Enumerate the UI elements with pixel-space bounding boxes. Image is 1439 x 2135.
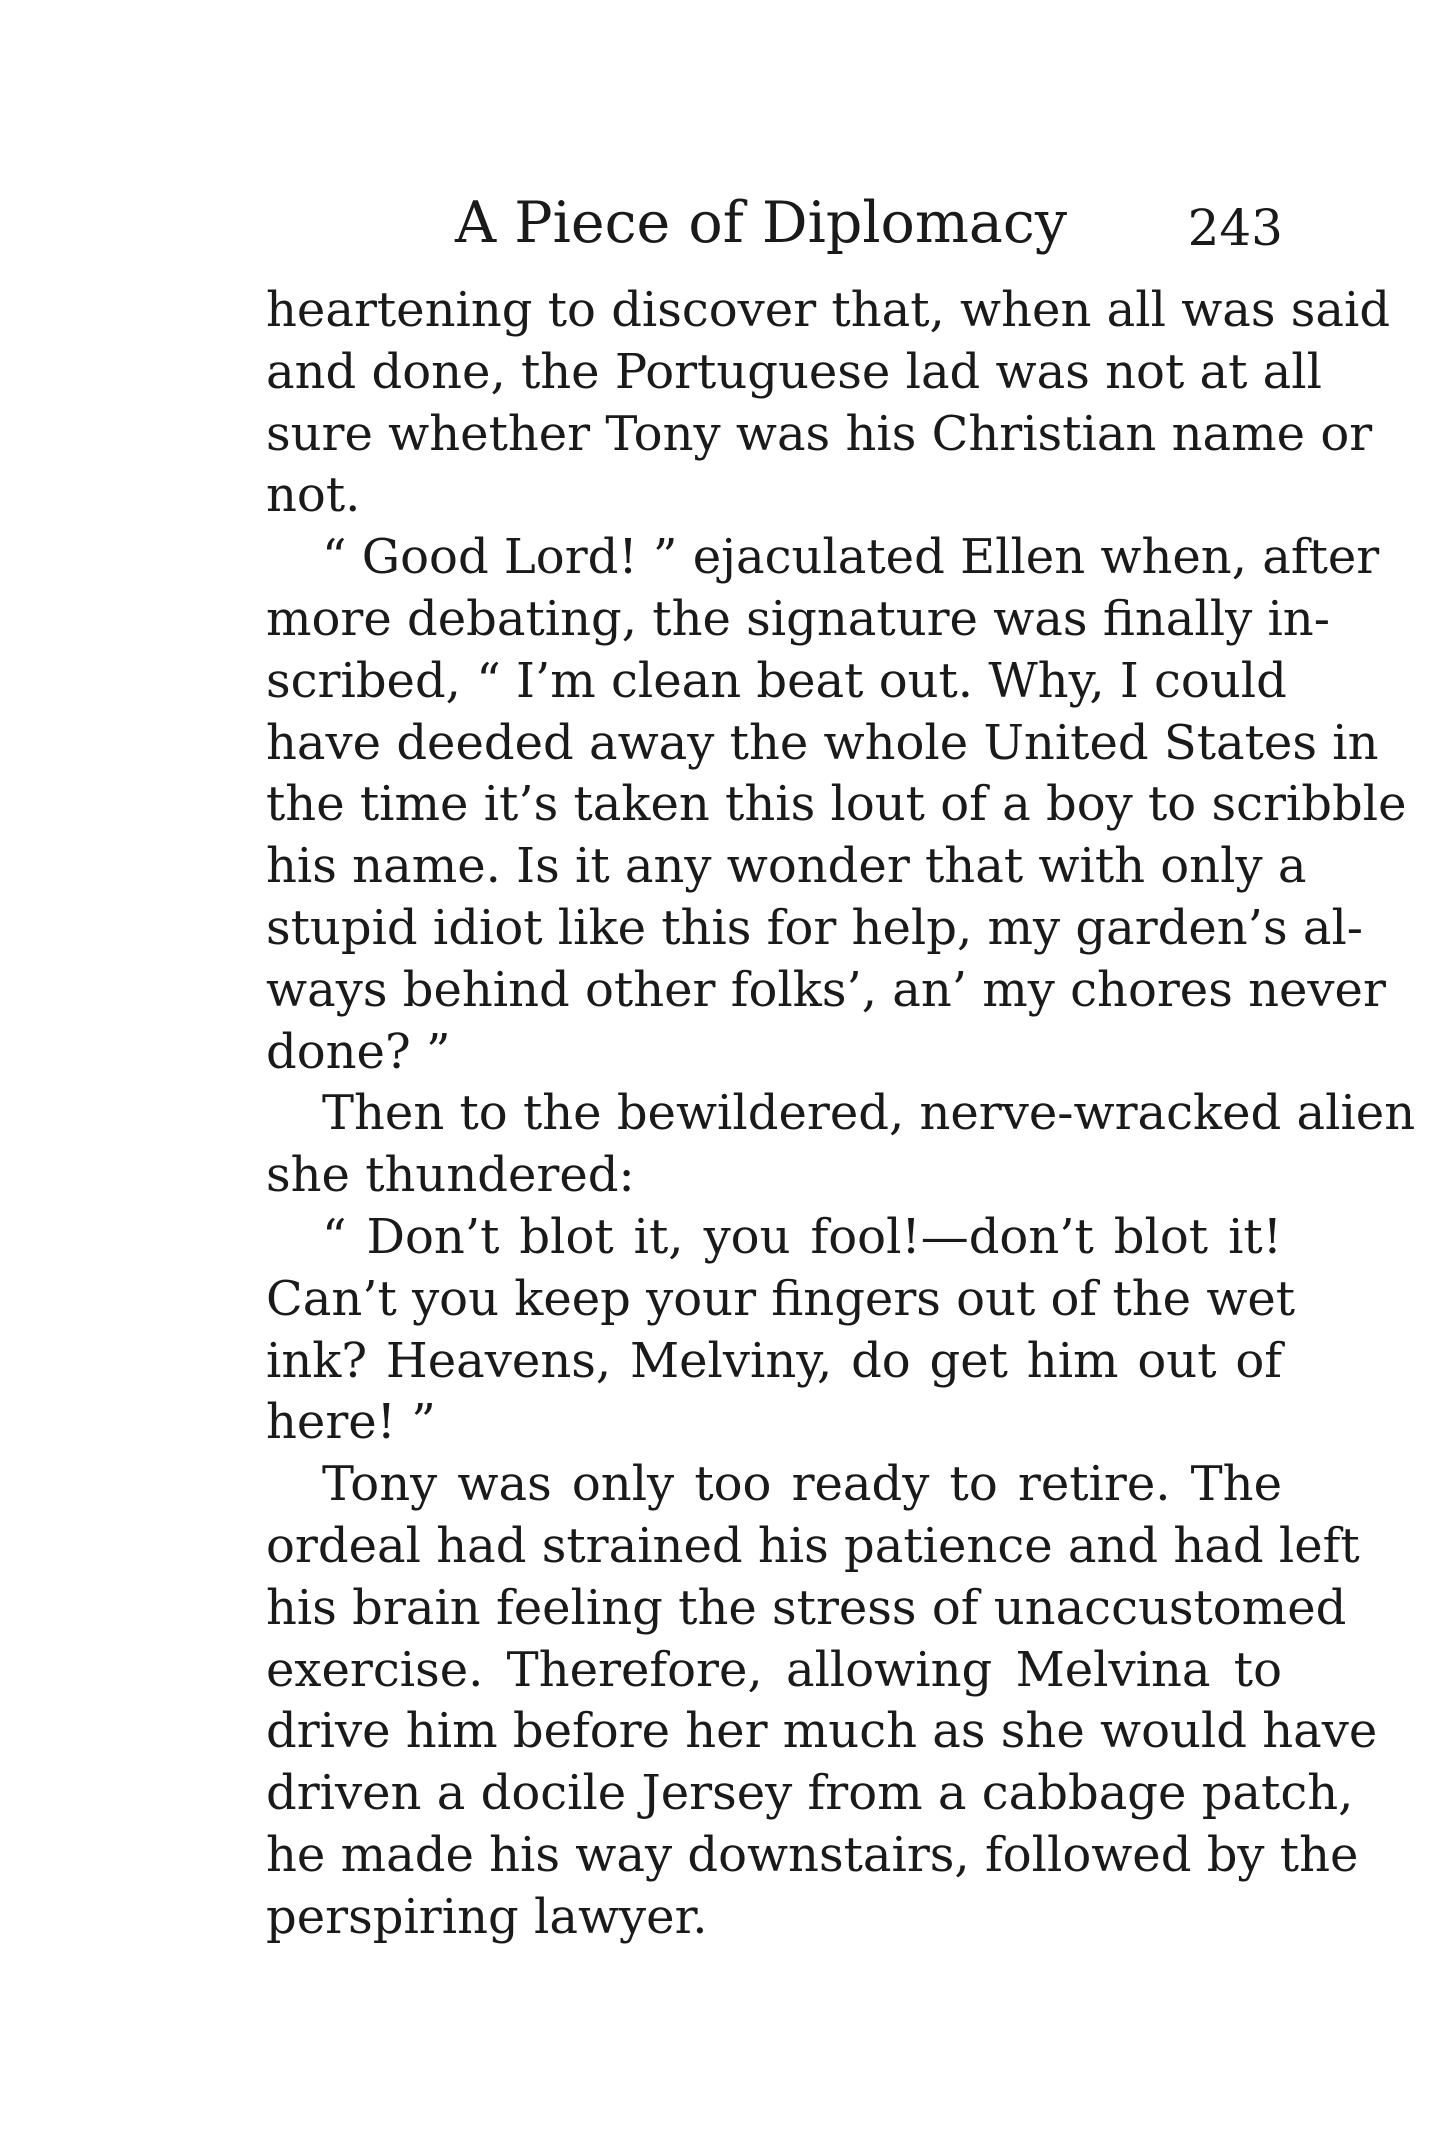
paragraph-1: [266, 280, 1391, 527]
text-line: “ Don’t blot it, you fool!—don’t blot it!: [322, 1208, 1282, 1265]
text-line: sure whether Tony was his Christian name or: [266, 405, 1373, 462]
text-line: his name. Is it any wonder that with only a: [266, 838, 1307, 895]
text-line: stupid idiot like this for help, my garden’s al-: [266, 899, 1364, 956]
text-line: done? ”: [266, 1023, 451, 1080]
text-line: Tony was only too ready to retire. The: [322, 1456, 1282, 1513]
text-line: have deeded away the whole United States in: [266, 714, 1379, 771]
text-line: not.: [266, 467, 361, 524]
text-line: scribed, “ I’m clean beat out. Why, I could: [266, 652, 1287, 709]
text-line: ink? Heavens, Melviny, do get him out of: [266, 1332, 1282, 1389]
paragraph-2: [266, 527, 1407, 1083]
text-line: more debating, the signature was finally in-: [266, 590, 1330, 647]
running-head: [455, 178, 1289, 268]
text-line: Can’t you keep your fingers out of the wet: [266, 1270, 1296, 1327]
text-line: driven a docile Jersey from a cabbage patch,: [266, 1765, 1354, 1822]
text-line: ways behind other folks’, an’ my chores never: [266, 961, 1386, 1018]
paragraph-3: [266, 1083, 1416, 1207]
paragraph-5: [266, 1454, 1378, 1948]
text-line: his brain feeling the stress of unaccustomed: [266, 1579, 1347, 1636]
text-line: he made his way downstairs, followed by the: [266, 1826, 1359, 1883]
body-text: [266, 280, 1416, 1949]
text-line: Then to the bewildered, nerve-wracked alien: [322, 1085, 1416, 1142]
text-line: perspiring lawyer.: [266, 1888, 708, 1945]
page-number: 243: [1187, 199, 1283, 257]
text-line: the time it’s taken this lout of a boy to scribble: [266, 776, 1407, 833]
text-line: she thundered:: [266, 1147, 635, 1204]
paragraph-4: [266, 1207, 1296, 1454]
running-title: A Piece of Diplomacy: [455, 190, 1068, 256]
text-line: heartening to discover that, when all was said: [266, 282, 1391, 338]
text-line: exercise. Therefore, allowing Melvina to: [266, 1641, 1282, 1698]
text-line: drive him before her much as she would have: [266, 1703, 1378, 1760]
text-line: “ Good Lord! ” ejaculated Ellen when, after: [322, 529, 1380, 586]
text-line: and done, the Portuguese lad was not at all: [266, 343, 1322, 400]
text-line: here! ”: [266, 1394, 436, 1451]
text-line: ordeal had strained his patience and had left: [266, 1517, 1360, 1574]
